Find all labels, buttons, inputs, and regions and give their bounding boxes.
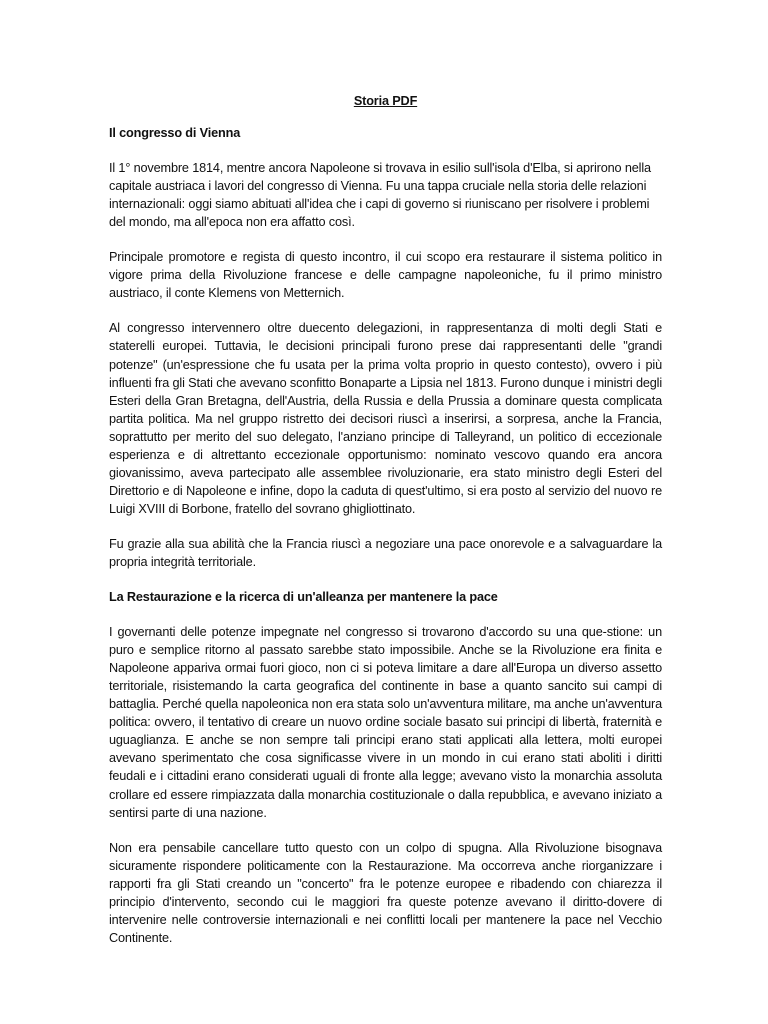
paragraph: I governanti delle potenze impegnate nel congresso si trovarono d'accordo su una que-stione: un puro e semplice ritorno al passato sarebbe stato impossibile. Anche se la Rivoluzione era finita e Napoleone appariva ormai fuori gioco, non ci si poteva limitare a dare all'Europa un diverso assetto territoriale, risistemando la carta geografica del continente in base a quanto sancito sui campi di battaglia. Perché quella napoleonica non era stata solo un'avventura militare, ma anche un'avventura politica: ovvero, il tentativo di creare un nuovo ordine sociale basato sui principi di libertà, fraternità e uguaglianza. E anche se non sempre tali principi erano stati applicati alla lettera, molti europei avevano sperimentato che cosa significasse vivere in un mondo in cui erano stati aboliti i diritti feudali e i cittadini erano considerati uguali di fronte alla legge; avevano visto la monarchia assoluta crollare ed essere rimpiazzata dalla monarchia costituzionale o dalla repubblica, e avevano iniziato a sentirsi parte di una nazione. xyxy=(109,625,662,820)
paragraph: Non era pensabile cancellare tutto questo con un colpo di spugna. Alla Rivoluzione bisognava sicuramente rispondere politicamente con la Restaurazione. Ma occorreva anche riorganizzare i rapporti fra gli Stati creando un "concerto" fra le potenze europee e ribadendo con chiarezza il principio d'intervento, secondo cui le maggiori fra queste potenze avevano il diritto-dovere di intervenire nelle controversie internazionali e nei conflitti locali per mantenere la pace nel Vecchio Continente. xyxy=(109,840,662,945)
document-title: Storia PDF xyxy=(353,94,418,108)
document-page xyxy=(109,92,662,964)
paragraph: Il 1° novembre 1814, mentre ancora Napoleone si trovava in esilio sull'isola d'Elba, si aprirono nella capitale austriaca i lavori del congresso di Vienna. Fu una tappa cruciale nella storia delle relazioni internazionali: oggi siamo abituati all'idea che i capi di governo si riuniscano per risolvere i problemi del mondo, ma all'epoca non era affatto così. xyxy=(109,161,651,230)
paragraph: Principale promotore e regista di questo incontro, il cui scopo era restaurare il sistema politico in vigore prima della Rivoluzione francese e delle campagne napoleoniche, fu il primo ministro austriaco, il conte Klemens von Metternich. xyxy=(109,250,662,301)
paragraph: Fu grazie alla sua abilità che la Francia riuscì a negoziare una pace onorevole e a salvaguardare la propria integrità territoriale. xyxy=(109,536,662,569)
paragraph: Al congresso intervennero oltre duecento delegazioni, in rappresentanza di molti degli Stati e staterelli europei. Tuttavia, le decisioni principali furono prese dai rappresentanti delle "grandi potenze" (un'espressione che fu usata per la prima volta proprio in questo contesto), ovvero i più influenti fra gli Stati che avevano sconfitto Bonaparte a Lipsia nel 1813. Furono dunque i ministri degli Esteri della Gran Bretagna, dell'Austria, della Russia e della Prussia a dominare questa complicata partita politica. Ma nel gruppo ristretto dei decisori riuscì a inserirsi, a sorpresa, anche la Francia, soprattutto per merito del suo delegato, l'anziano principe di Talleyrand, un politico di eccezionale esperienza e di altrettanto eccezionale opportunismo: nominato vescovo quando era ancora giovanissimo, aveva partecipato alle assemblee rivoluzionarie, era stato ministro degli Esteri del Direttorio e di Napoleone e infine, dopo la caduta di quest'ultimo, si era posto al servizio del nuovo re Luigi XVIII di Borbone, fratello del sovrano ghigliottinato. xyxy=(109,321,662,516)
section-heading-vienna: Il congresso di Vienna xyxy=(109,126,241,141)
section-heading-restaurazione: La Restaurazione e la ricerca di un'alleanza per mantenere la pace xyxy=(109,590,498,605)
